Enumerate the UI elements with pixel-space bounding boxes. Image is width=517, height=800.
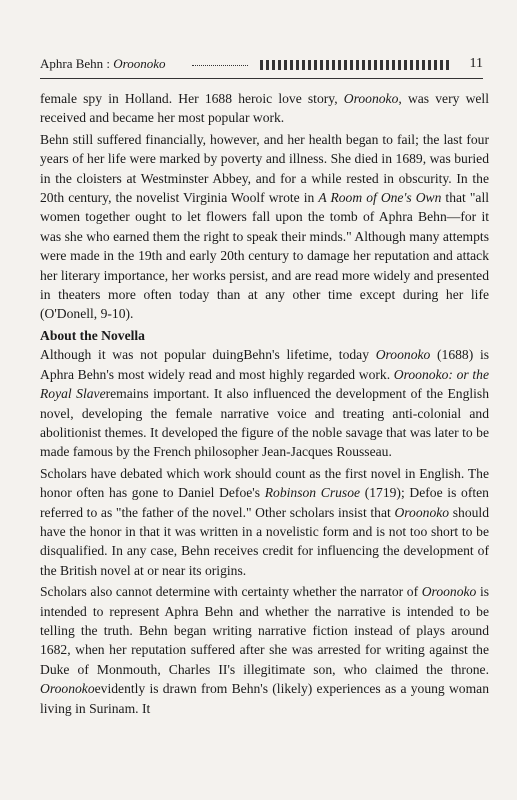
page-number: 11 <box>469 56 483 71</box>
body-text <box>40 89 489 720</box>
paragraph-5: Scholars also cannot determine with certainty whether the narrator of Oroonoko is intended to represent Aphra Behn and whether the narrative is intended to be telling the truth. Behn began writing narrative fiction instead of plays around 1682, when her reputation suffered after she was arrested for writing against the Duke of Monmouth, Charles II's illegitimate son, who claimed the throne. Oroonokoevidently is drawn from Behn's (likely) experiences as a young woman living in Surinam. It <box>40 584 490 716</box>
running-title-work: Oroonoko <box>113 56 166 71</box>
header-rule <box>40 78 483 79</box>
paragraph-3: Although it was not popular duingBehn's lifetime, today Oroonoko (1688) is Aphra Behn's most widely read and most highly regarded work. Oroonoko: or the Royal Slaveremains important. It also influenced the development of the English novel, developing the female narrative voice and treating anti-colonial and abolitionist themes. It developed the figure of the noble savage that was later to be made famous by the French philosopher Jean-Jacques Rousseau. <box>40 347 490 460</box>
header-ornament <box>192 58 452 70</box>
running-title-author: Aphra Behn : <box>40 56 114 71</box>
running-title <box>40 56 166 72</box>
paragraph-2: Behn still suffered financially, however, and her health began to fail; the last four years of her life were marked by poverty and illness. She died in 1689, was buried in the cloisters at Westminster Abbey, and for a while rested in obscurity. In the 20th century, the novelist Virginia Woolf wrote in A Room of One's Own that "all women together ought to let flowers fall upon the tomb of Aphra Behn—for it was she who earned them the right to speak their minds." Although many attempts were made in the 19th and early 20th century to damage her reputation and attack her literary importance, her works persist, and are read more widely and presented in theaters more often today than at any other time except during her life (O'Donell, 9-10). <box>40 131 489 322</box>
section-heading: About the Novella <box>40 327 145 343</box>
paragraph-1: female spy in Holland. Her 1688 heroic love story, Oroonoko, was very well received and became her most popular work. <box>40 91 489 126</box>
header-bar-ornament <box>260 60 452 70</box>
header-dotted-line <box>192 65 248 66</box>
paragraph-4: Scholars have debated which work should count as the first novel in English. The honor often has gone to Daniel Defoe's Robinson Crusoe (1719); Defoe is often referred to as "the father of the novel." Other scholars insist that Oroonoko should have the honor in that it was written in a novelistic form and is not too short to be disqualified. In any case, Behn receives credit for influencing the development of the British novel at or near its origins. <box>40 465 490 578</box>
running-header <box>40 56 483 72</box>
